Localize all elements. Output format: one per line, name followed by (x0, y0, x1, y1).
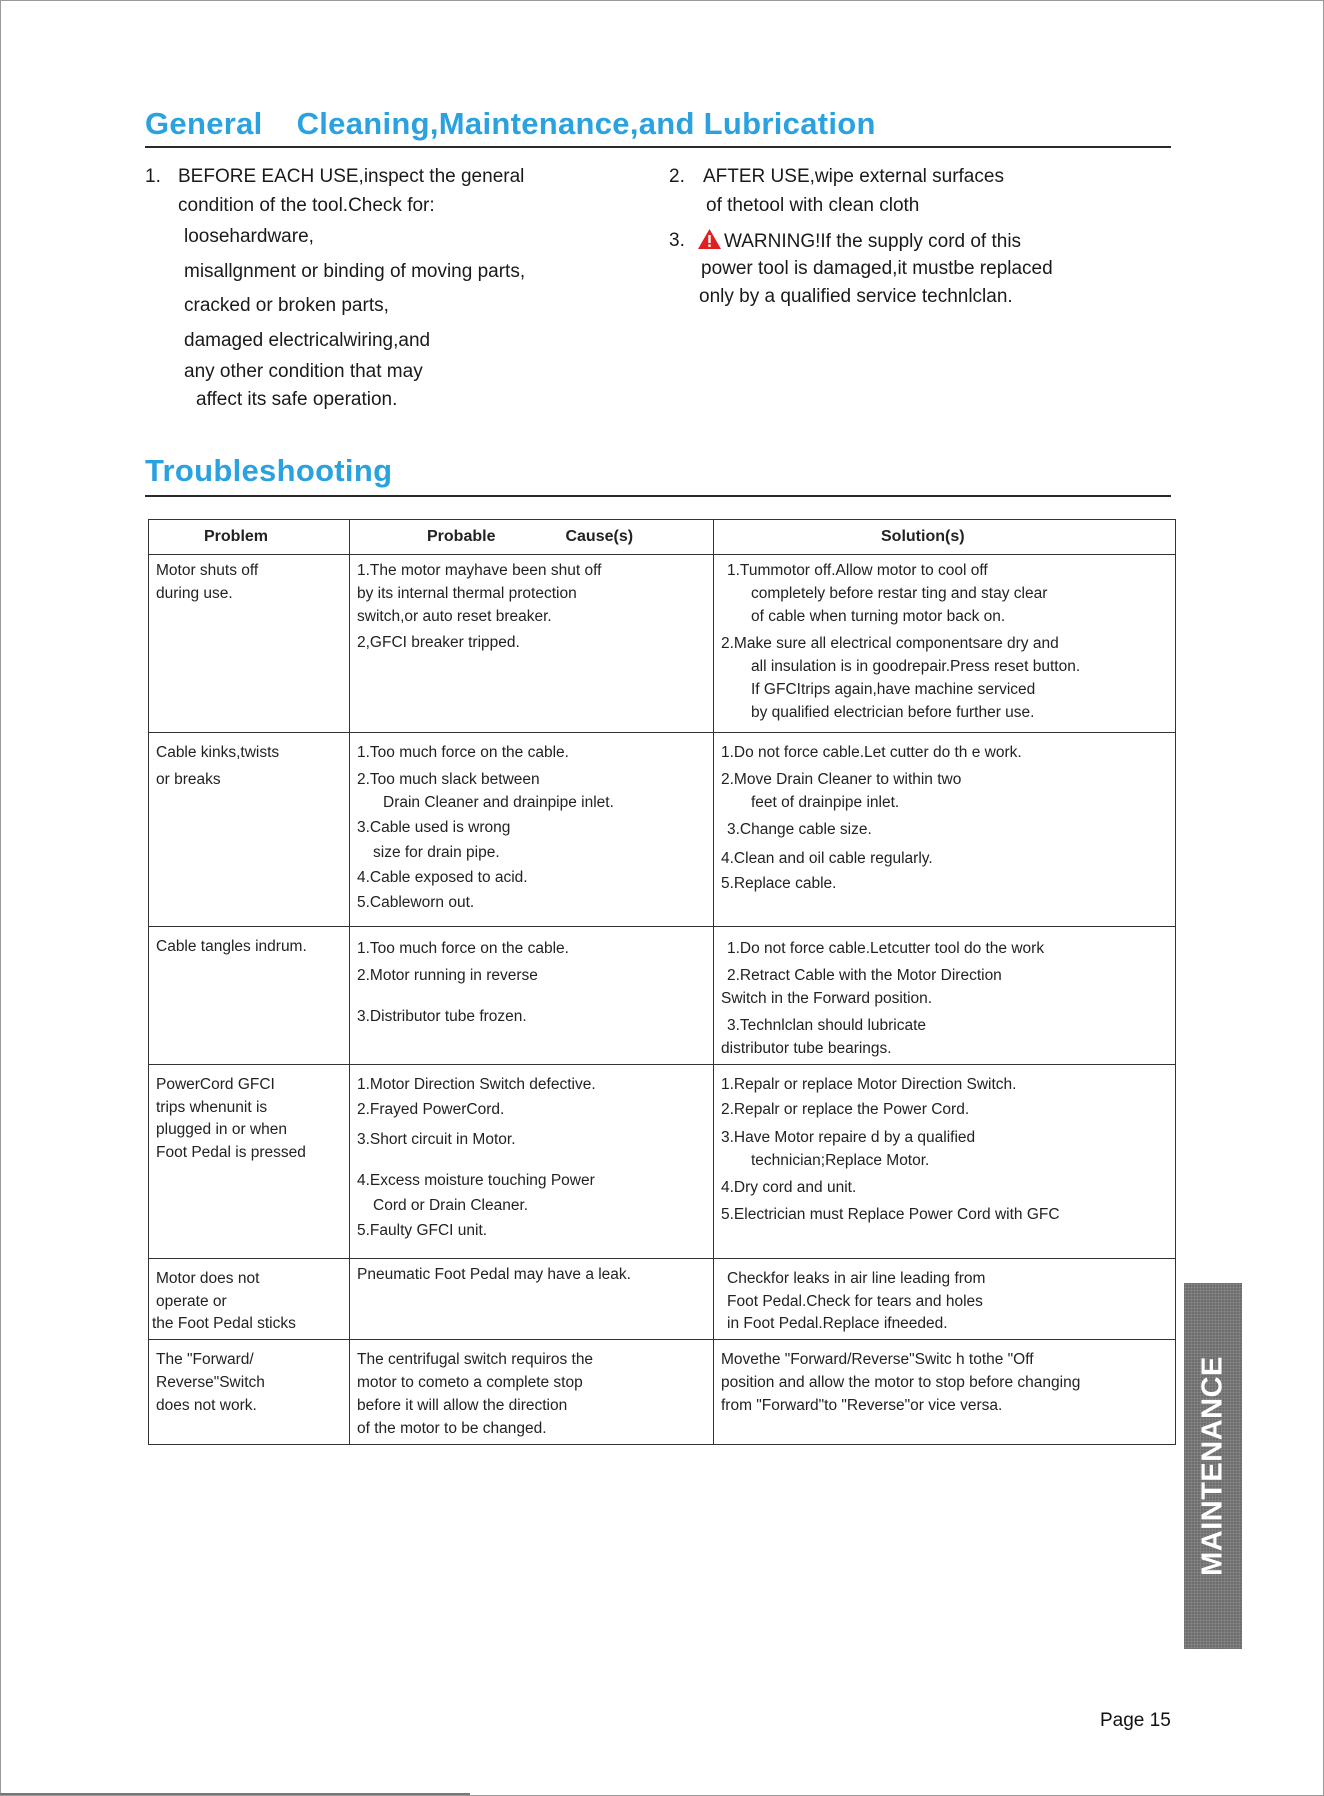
solution-line: 1.Do not force cable.Letcutter tool do the work (727, 940, 1045, 957)
cause-cell (350, 1258, 714, 1340)
problem-line: during use. (156, 584, 233, 602)
solution-line: all insulation is in goodrepair.Press reset button. (751, 657, 1081, 675)
cause-line: 1.Too much force on the cable. (357, 744, 569, 761)
solution-line: 1.Do not force cable.Let cutter do th e work. (721, 744, 1022, 761)
solution-line: 2.Retract Cable with the Motor Direction (727, 966, 1002, 984)
troubleshooting-heading-rule (145, 495, 1171, 497)
problem-line: Motor shuts off (156, 562, 259, 579)
warning-line (697, 228, 1021, 254)
problem-line: the Foot Pedal sticks (152, 1315, 296, 1333)
solution-line: 3.Have Motor repaire d by a qualified (721, 1129, 976, 1147)
cause-line: of the motor to be changed. (357, 1420, 547, 1438)
cause-line: 1.Motor Direction Switch defective. (357, 1075, 596, 1093)
cause-line: before it will allow the direction (357, 1397, 568, 1415)
problem-line: Reverse"Switch (156, 1374, 265, 1392)
header-cause (350, 520, 714, 555)
solution-line: in Foot Pedal.Replace ifneeded. (727, 1315, 948, 1333)
solution-cell (714, 733, 1176, 927)
solution-line: distributor tube bearings. (721, 1039, 892, 1057)
maintenance-side-tab (1184, 1283, 1242, 1649)
cause-cell (350, 1340, 714, 1445)
solution-line: by qualified electrician before further use. (751, 703, 1035, 721)
cause-line: switch,or auto reset breaker. (357, 607, 552, 625)
solution-line: completely before restar ting and stay clear (751, 584, 1048, 602)
cause-line: 1.Too much force on the cable. (357, 940, 569, 957)
table-row (149, 555, 1176, 733)
cause-line: by its internal thermal protection (357, 584, 577, 602)
solution-line: 2.Move Drain Cleaner to within two (721, 770, 962, 788)
solution-line: feet of drainpipe inlet. (751, 793, 900, 811)
header-solution: Solution(s) (714, 520, 1176, 555)
problem-line: trips whenunit is (156, 1098, 268, 1116)
problem-line: Motor does not (156, 1269, 260, 1287)
cause-cell (350, 733, 714, 927)
checklist-line: loosehardware, (184, 226, 314, 247)
cause-line: 3.Short circuit in Motor. (357, 1131, 516, 1149)
cause-line: motor to cometo a complete stop (357, 1374, 583, 1392)
problem-cell (149, 1340, 350, 1445)
item-number: 1. (145, 166, 161, 187)
table-row (149, 927, 1176, 1065)
item-text-line: AFTER USE,wipe external surfaces (703, 166, 1004, 187)
problem-cell (149, 1064, 350, 1258)
general-heading-rule (145, 146, 1171, 148)
solution-line: of cable when turning motor back on. (751, 607, 1006, 625)
cause-line: 1.The motor mayhave been shut off (357, 562, 602, 579)
problem-cell (149, 733, 350, 927)
solution-line: position and allow the motor to stop before changing (721, 1374, 1081, 1392)
problem-line: or breaks (156, 770, 221, 788)
problem-line: Cable tangles indrum. (156, 938, 307, 955)
cause-line: 2,GFCI breaker tripped. (357, 633, 520, 651)
solution-line: Movethe "Forward/Reverse"Switc h tothe "Off (721, 1351, 1034, 1369)
solution-line: 2.Make sure all electrical componentsare dry and (721, 634, 1059, 652)
problem-line: plugged in or when (156, 1121, 287, 1139)
side-tab-label: MAINTENANCE (1196, 1356, 1229, 1576)
bottom-edge-line (0, 1793, 470, 1795)
solution-line: from "Forward"to "Reverse"or vice versa. (721, 1397, 1003, 1415)
table-header-row (149, 520, 1176, 555)
cause-line: 2.Too much slack between (357, 770, 540, 788)
solution-line: 4.Clean and oil cable regularly. (721, 849, 933, 867)
table-row (149, 1340, 1176, 1445)
cause-line: 4.Cable exposed to acid. (357, 868, 528, 886)
solution-cell (714, 1258, 1176, 1340)
solution-line: 3.Technlclan should lubricate (727, 1016, 927, 1034)
cause-line: 5.Cableworn out. (357, 893, 475, 911)
solution-cell (714, 1340, 1176, 1445)
cause-line: 4.Excess moisture touching Power (357, 1172, 595, 1190)
solution-line: Checkfor leaks in air line leading from (727, 1269, 986, 1287)
problem-line: does not work. (156, 1397, 257, 1415)
checklist-line: cracked or broken parts, (184, 295, 389, 316)
header-cause-part2: Cause(s) (565, 528, 634, 545)
solution-line: 1.Tummotor off.Allow motor to cool off (727, 562, 988, 579)
cause-line: Pneumatic Foot Pedal may have a leak. (357, 1265, 631, 1283)
checklist-line: affect its safe operation. (196, 389, 398, 410)
page-number: Page 15 (1100, 1710, 1171, 1731)
problem-line: Foot Pedal is pressed (156, 1144, 306, 1162)
solution-line: Switch in the Forward position. (721, 989, 933, 1007)
item-number: 2. (669, 166, 685, 187)
cause-line: 2.Frayed PowerCord. (357, 1100, 505, 1118)
cause-line: The centrifugal switch requiros the (357, 1351, 594, 1369)
warning-triangle-icon (697, 228, 722, 254)
solution-cell (714, 555, 1176, 733)
item-number: 3. (669, 230, 685, 251)
checklist-line: misallgnment or binding of moving parts, (184, 261, 526, 282)
item-text-line: BEFORE EACH USE,inspect the general (178, 166, 525, 187)
solution-line: If GFCItrips again,have machine serviced (751, 680, 1036, 698)
general-heading (145, 106, 876, 142)
problem-line: PowerCord GFCI (156, 1075, 275, 1093)
solution-line: 1.Repalr or replace Motor Direction Switch. (721, 1075, 1017, 1093)
cause-cell (350, 555, 714, 733)
item-text-line: power tool is damaged,it mustbe replaced (701, 258, 1053, 279)
table-row (149, 1064, 1176, 1258)
cause-cell (350, 927, 714, 1065)
troubleshooting-heading: Troubleshooting (145, 453, 393, 488)
problem-cell (149, 555, 350, 733)
problem-cell (149, 927, 350, 1065)
cause-line: Cord or Drain Cleaner. (373, 1197, 529, 1215)
problem-line: The "Forward/ (156, 1351, 254, 1369)
cause-line: 5.Faulty GFCI unit. (357, 1222, 488, 1240)
solution-line: 2.Repalr or replace the Power Cord. (721, 1100, 970, 1118)
problem-cell (149, 1258, 350, 1340)
solution-line: 3.Change cable size. (727, 820, 872, 838)
cause-line: size for drain pipe. (373, 843, 500, 861)
solution-line: 5.Electrician must Replace Power Cord with GFC (721, 1206, 1060, 1224)
cause-line: 2.Motor running in reverse (357, 966, 538, 984)
cause-line: 3.Distributor tube frozen. (357, 1007, 527, 1025)
troubleshooting-table (148, 519, 1176, 1445)
cause-cell (350, 1064, 714, 1258)
problem-line: Cable kinks,twists (156, 744, 280, 761)
solution-cell (714, 1064, 1176, 1258)
general-heading-part2: Cleaning,Maintenance,and Lubrication (296, 106, 876, 141)
table-row (149, 1258, 1176, 1340)
cause-line: 3.Cable used is wrong (357, 818, 511, 836)
solution-line: technician;Replace Motor. (751, 1152, 930, 1170)
item-text-line: condition of the tool.Check for: (178, 195, 435, 216)
checklist-line: damaged electricalwiring,and (184, 330, 431, 351)
item-text-line: only by a qualified service technlclan. (699, 286, 1013, 307)
checklist-line: any other condition that may (184, 361, 423, 382)
solution-line: 4.Dry cord and unit. (721, 1179, 857, 1197)
general-heading-part1: General (145, 106, 263, 141)
table-row (149, 733, 1176, 927)
header-cause-part1: Probable (427, 528, 496, 545)
warning-text: WARNING!If the supply cord of this (724, 231, 1022, 252)
item-text-line: of thetool with clean cloth (706, 195, 920, 216)
solution-cell (714, 927, 1176, 1065)
problem-line: operate or (156, 1292, 227, 1310)
solution-line: 5.Replace cable. (721, 874, 837, 892)
cause-line: Drain Cleaner and drainpipe inlet. (383, 793, 614, 811)
solution-line: Foot Pedal.Check for tears and holes (727, 1292, 983, 1310)
header-problem: Problem (149, 520, 350, 555)
